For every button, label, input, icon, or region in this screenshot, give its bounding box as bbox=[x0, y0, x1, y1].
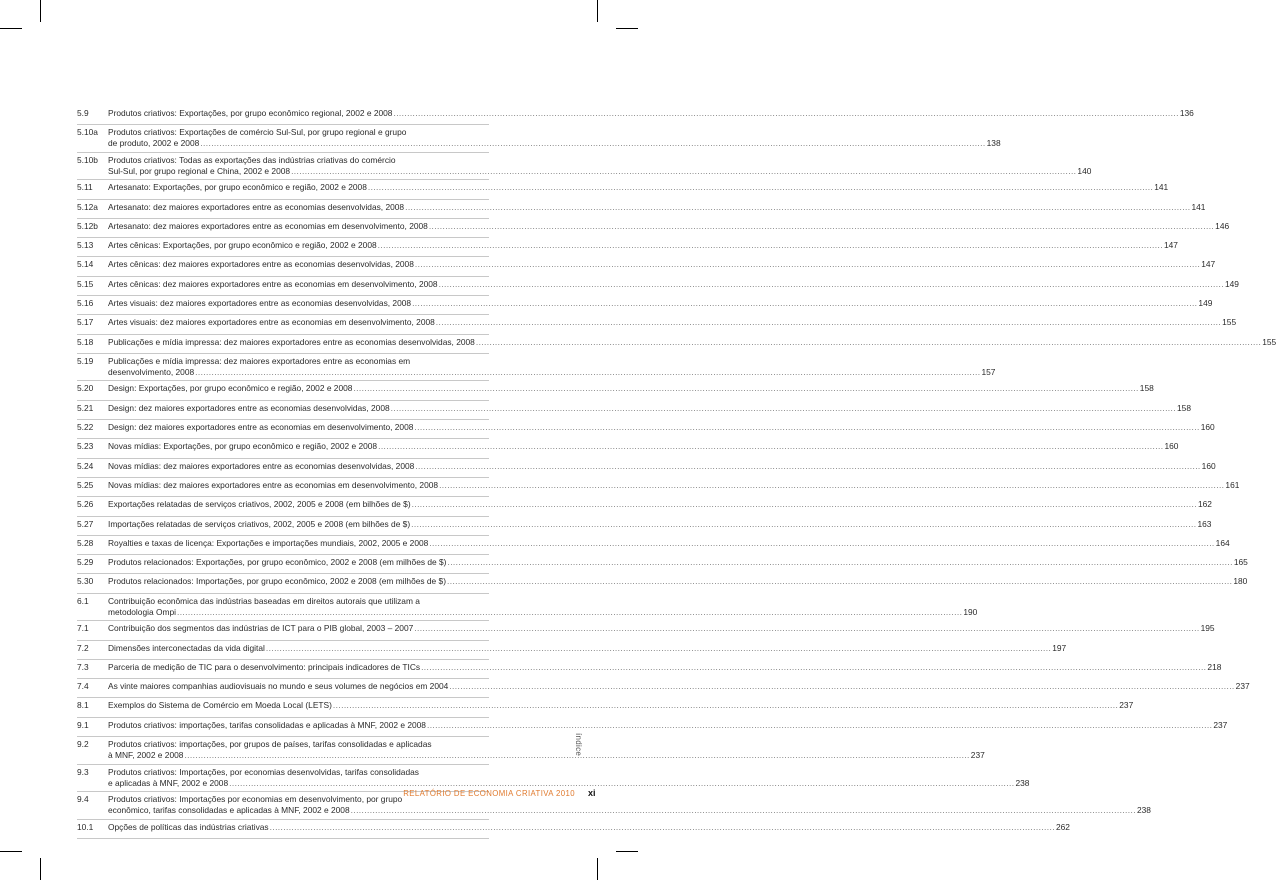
dot-leader bbox=[412, 499, 1197, 510]
toc-entry-page: 262 bbox=[1055, 821, 1070, 832]
toc-entry-line bbox=[108, 422, 1215, 433]
toc-entry[interactable] bbox=[77, 478, 1240, 497]
toc-entry-page: 160 bbox=[1200, 422, 1215, 433]
toc-entry-line bbox=[108, 298, 1212, 309]
toc-entry-title: Artesanato: Exportações, por grupo econômico e região, 2002 e 2008 bbox=[108, 182, 367, 193]
toc-entry-title: Artes cênicas: dez maiores exportadores entre as economias em desenvolvimento, 2008 bbox=[108, 278, 438, 289]
dot-leader bbox=[195, 367, 980, 378]
dot-leader bbox=[436, 317, 1221, 328]
footer-report-title: RELATÓRIO DE ECONOMIA CRIATIVA 2010 bbox=[403, 789, 575, 798]
toc-entry-line bbox=[108, 576, 1247, 587]
toc-entry-number: 5.22 bbox=[77, 422, 94, 433]
toc-entry-line bbox=[108, 681, 1250, 692]
toc-entry-number: 5.27 bbox=[77, 518, 94, 529]
toc-entry[interactable] bbox=[77, 820, 1070, 839]
toc-entry-page: 161 bbox=[1225, 479, 1240, 490]
toc-entry-number: 5.24 bbox=[77, 460, 94, 471]
toc-entry-line bbox=[108, 607, 977, 618]
toc-entry-number: 7.1 bbox=[77, 623, 89, 634]
dot-leader bbox=[291, 166, 1076, 177]
dot-leader bbox=[266, 643, 1051, 654]
section-side-label: índice bbox=[574, 733, 583, 757]
toc-entry-body bbox=[108, 356, 995, 378]
toc-entry-title: Publicações e mídia impressa: dez maiores exportadores entre as economias desenvolvidas, 2008 bbox=[108, 336, 475, 347]
toc-entry-title: Exportações relatadas de serviços criativos, 2002, 2005 e 2008 (em bilhões de $) bbox=[108, 499, 411, 510]
toc-entry-title: à MNF, 2002 e 2008 bbox=[108, 750, 184, 761]
toc-entry-title: Design: dez maiores exportadores entre as economias desenvolvidas, 2008 bbox=[108, 402, 390, 413]
toc-entry-line bbox=[108, 356, 995, 367]
toc-entry-body bbox=[108, 822, 1070, 833]
dot-leader bbox=[429, 221, 1214, 232]
toc-entry-number: 9.4 bbox=[77, 794, 89, 805]
toc-entry-title: Artes visuais: dez maiores exportadores entre as economias desenvolvidas, 2008 bbox=[108, 298, 412, 309]
toc-entry-page: 163 bbox=[1197, 518, 1212, 529]
dot-leader bbox=[439, 480, 1224, 491]
toc-entry-body bbox=[108, 643, 1066, 654]
toc-entry-page: 138 bbox=[986, 138, 1001, 149]
toc-entry-line bbox=[108, 441, 1178, 452]
crop-mark bbox=[40, 858, 41, 880]
toc-entry-number: 5.15 bbox=[77, 278, 94, 289]
toc-entry-line bbox=[108, 643, 1066, 654]
toc-entry-line bbox=[108, 108, 1194, 119]
toc-entry-page: 237 bbox=[1119, 700, 1134, 711]
dot-leader bbox=[421, 662, 1206, 673]
toc-entry-body bbox=[108, 739, 985, 761]
toc-entry-line bbox=[108, 166, 1091, 177]
toc-entry-title: metodologia Ompi bbox=[108, 606, 176, 617]
toc-entry-line bbox=[108, 317, 1236, 328]
toc-entry-body bbox=[108, 259, 1215, 270]
toc-entry-number: 5.13 bbox=[77, 240, 94, 251]
toc-entry-number: 7.2 bbox=[77, 642, 89, 653]
toc-entry[interactable] bbox=[77, 439, 1179, 458]
toc-entry-page: 155 bbox=[1222, 317, 1237, 328]
toc-entry-number: 5.16 bbox=[77, 298, 94, 309]
toc-entry-page: 149 bbox=[1224, 278, 1239, 289]
dot-leader bbox=[378, 441, 1163, 452]
toc-entry-page: 160 bbox=[1164, 441, 1179, 452]
toc-entry-body bbox=[108, 596, 977, 618]
toc-entry-line bbox=[108, 499, 1212, 510]
toc-entry-number: 5.26 bbox=[77, 499, 94, 510]
toc-entry[interactable] bbox=[77, 641, 1067, 660]
toc-entry-line bbox=[108, 403, 1191, 414]
toc-entry-body bbox=[108, 662, 1221, 673]
toc-entry-page: 147 bbox=[1201, 259, 1216, 270]
toc-entry-body bbox=[108, 383, 1154, 394]
crop-mark bbox=[597, 0, 598, 22]
toc-entry-line bbox=[108, 383, 1154, 394]
footer-page-number: xi bbox=[588, 788, 596, 798]
dot-leader bbox=[414, 422, 1199, 433]
toc-entry-title: Design: dez maiores exportadores entre as economias em desenvolvimento, 2008 bbox=[108, 422, 414, 433]
toc-entry-body bbox=[108, 538, 1230, 549]
toc-entry-body bbox=[108, 108, 1194, 119]
toc-entry-body bbox=[108, 279, 1239, 290]
toc-entry[interactable] bbox=[77, 401, 1191, 420]
toc-entry-title: Novas mídias: dez maiores exportadores entre as economias em desenvolvimento, 2008 bbox=[108, 479, 439, 490]
toc-entry-number: 5.21 bbox=[77, 402, 94, 413]
toc-entry-page: 237 bbox=[1235, 681, 1250, 692]
toc-entry-title: de produto, 2002 e 2008 bbox=[108, 138, 200, 149]
toc-entry-page: 190 bbox=[963, 606, 978, 617]
toc-entry-line bbox=[108, 822, 1070, 833]
toc-entry-line bbox=[108, 480, 1239, 491]
crop-mark bbox=[40, 0, 41, 22]
dot-leader bbox=[439, 279, 1224, 290]
toc-entry-title: Artesanato: dez maiores exportadores entre as economias desenvolvidas, 2008 bbox=[108, 201, 405, 212]
toc-entry[interactable] bbox=[77, 125, 1001, 153]
toc-entry[interactable] bbox=[77, 180, 1169, 199]
toc-entry-title: Produtos criativos: Importações por economias em desenvolvimento, por grupo bbox=[108, 794, 403, 805]
crop-mark bbox=[0, 28, 22, 29]
toc-entry-page: 237 bbox=[1213, 719, 1228, 730]
toc-entry-title: Produtos criativos: importações, por grupos de países, tarifas consolidadas e aplicadas bbox=[108, 739, 432, 750]
toc-entry-title: Contribuição econômica das indústrias baseadas em direitos autorais que utilizam a bbox=[108, 595, 420, 606]
toc-entry-number: 8.1 bbox=[77, 700, 89, 711]
toc-entry-body bbox=[108, 127, 1001, 149]
toc-entry-line bbox=[108, 461, 1216, 472]
toc-entry-page: 238 bbox=[1015, 777, 1030, 788]
toc-entry-line bbox=[108, 778, 1029, 789]
toc-entry-title: Produtos criativos: Todas as exportações das indústrias criativas do comércio bbox=[108, 154, 396, 165]
dot-leader bbox=[411, 519, 1196, 530]
toc-entry-page: 146 bbox=[1215, 220, 1230, 231]
toc-entry-number: 5.29 bbox=[77, 557, 94, 568]
toc-entry-number: 5.23 bbox=[77, 441, 94, 452]
toc-entry-body bbox=[108, 317, 1236, 328]
toc-entry-number: 9.1 bbox=[77, 719, 89, 730]
toc-entry-body bbox=[108, 221, 1229, 232]
toc-entry-number: 5.12b bbox=[77, 220, 98, 231]
toc-entry-page: 157 bbox=[981, 366, 996, 377]
toc-entry[interactable] bbox=[77, 621, 1215, 640]
dot-leader bbox=[447, 576, 1232, 587]
toc-entry-page: 197 bbox=[1052, 642, 1067, 653]
toc-entry-page: 160 bbox=[1201, 460, 1216, 471]
dot-leader bbox=[447, 557, 1232, 568]
toc-entry[interactable] bbox=[77, 517, 1212, 536]
toc-entry[interactable] bbox=[77, 698, 1134, 717]
toc-entry-line bbox=[108, 367, 995, 378]
toc-entry-body bbox=[108, 182, 1168, 193]
toc-entry-page: 149 bbox=[1198, 298, 1213, 309]
dot-leader bbox=[415, 259, 1200, 270]
toc-entry-line bbox=[108, 720, 1227, 731]
toc-entry-number: 5.20 bbox=[77, 383, 94, 394]
toc-entry-title: econômico, tarifas consolidadas e aplicadas à MNF, 2002 e 2008 bbox=[108, 805, 350, 816]
toc-entry-body bbox=[108, 681, 1250, 692]
dot-leader bbox=[333, 700, 1118, 711]
toc-entry[interactable] bbox=[77, 574, 1248, 593]
toc-entry-page: 162 bbox=[1197, 499, 1212, 510]
toc-entry-page: 141 bbox=[1191, 201, 1206, 212]
toc-entry-body bbox=[108, 337, 1276, 348]
toc-entry-number: 5.28 bbox=[77, 537, 94, 548]
toc-entry-number: 10.1 bbox=[77, 821, 94, 832]
toc-entry-body bbox=[108, 240, 1178, 251]
toc-entry-line bbox=[108, 279, 1239, 290]
toc-entry-number: 7.3 bbox=[77, 661, 89, 672]
toc-entry-body bbox=[108, 422, 1215, 433]
toc-entry-body bbox=[108, 480, 1239, 491]
dot-leader bbox=[412, 298, 1197, 309]
toc-entry-line bbox=[108, 750, 985, 761]
toc-entry-page: 238 bbox=[1136, 805, 1151, 816]
toc-entry-line bbox=[108, 538, 1230, 549]
toc-entry-body bbox=[108, 441, 1178, 452]
toc-entry-page: 158 bbox=[1139, 383, 1154, 394]
toc-entry-title: e aplicadas à MNF, 2002 e 2008 bbox=[108, 777, 229, 788]
dot-leader bbox=[415, 461, 1200, 472]
toc-entry-title: Royalties e taxas de licença: Exportações e importações mundiais, 2002, 2005 e 2008 bbox=[108, 537, 429, 548]
toc-entry-line bbox=[108, 182, 1168, 193]
dot-leader bbox=[476, 337, 1261, 348]
toc-entry-title: Produtos criativos: Exportações, por grupo econômico regional, 2002 e 2008 bbox=[108, 108, 393, 118]
toc-entry-page: 136 bbox=[1179, 108, 1194, 118]
toc-entry-title: Dimensões interconectadas da vida digital bbox=[108, 642, 265, 653]
toc-entry-title: Novas mídias: dez maiores exportadores entre as economias desenvolvidas, 2008 bbox=[108, 460, 415, 471]
crop-mark bbox=[616, 851, 638, 852]
toc-entry[interactable] bbox=[77, 153, 1092, 181]
toc-entry[interactable] bbox=[77, 296, 1213, 315]
toc-entry-number: 5.25 bbox=[77, 479, 94, 490]
toc-entry[interactable] bbox=[77, 459, 1216, 478]
toc-entry-body bbox=[108, 700, 1133, 711]
toc-entry-page: 147 bbox=[1163, 240, 1178, 251]
dot-leader bbox=[414, 623, 1199, 634]
toc-entry-body bbox=[108, 720, 1227, 731]
toc-entry-page: 141 bbox=[1154, 182, 1169, 193]
toc-entry-body bbox=[108, 519, 1211, 530]
dot-leader bbox=[393, 108, 1178, 119]
toc-entry-body bbox=[108, 461, 1216, 472]
toc-entry-title: Design: Exportações, por grupo econômico e região, 2002 e 2008 bbox=[108, 383, 353, 394]
dot-leader bbox=[177, 607, 962, 618]
toc-entry-number: 9.3 bbox=[77, 766, 89, 777]
toc-entry-number: 5.11 bbox=[77, 182, 93, 193]
dot-leader bbox=[427, 720, 1212, 731]
toc-entry-title: Artes cênicas: Exportações, por grupo econômico e região, 2002 e 2008 bbox=[108, 240, 377, 251]
toc-entry[interactable] bbox=[77, 354, 996, 382]
toc-entry-number: 5.17 bbox=[77, 317, 94, 328]
toc-entry-title: Produtos criativos: importações, tarifas consolidadas e aplicadas à MNF, 2002 e 2008 bbox=[108, 719, 426, 730]
toc-entry-title: Opções de políticas das indústrias criativas bbox=[108, 821, 269, 832]
dot-leader bbox=[368, 182, 1153, 193]
dot-leader bbox=[270, 822, 1055, 833]
toc-entry[interactable] bbox=[77, 277, 1239, 296]
toc-entry-number: 5.10b bbox=[77, 154, 98, 165]
toc-entry-body bbox=[108, 298, 1212, 309]
toc-entry-page: 164 bbox=[1215, 537, 1230, 548]
dot-leader bbox=[353, 383, 1138, 394]
toc-entry-body bbox=[108, 403, 1191, 414]
dot-leader bbox=[200, 138, 985, 149]
toc-entry-title: desenvolvimento, 2008 bbox=[108, 366, 195, 377]
toc-entry-line bbox=[108, 794, 1151, 805]
toc-entry-title: Artes cênicas: dez maiores exportadores entre as economias desenvolvidas, 2008 bbox=[108, 259, 414, 270]
dot-leader bbox=[429, 538, 1214, 549]
toc-entry[interactable] bbox=[77, 335, 1276, 354]
toc-entry-line bbox=[108, 138, 1001, 149]
toc-entry-title: Produtos relacionados: Importações, por grupo econômico, 2002 e 2008 (em milhões de $) bbox=[108, 576, 446, 587]
crop-mark bbox=[0, 851, 22, 852]
toc-entry-line bbox=[108, 662, 1221, 673]
toc-entry-title: As vinte maiores companhias audiovisuais no mundo e seus volumes de negócios em 2004 bbox=[108, 681, 449, 692]
toc-entry-title: Artes visuais: dez maiores exportadores entre as economias em desenvolvimento, 2008 bbox=[108, 317, 435, 328]
toc-entry-line bbox=[108, 202, 1205, 213]
toc-entry-title: Sul-Sul, por grupo regional e China, 2002 e 2008 bbox=[108, 165, 291, 176]
toc-entry-title: Importações relatadas de serviços criativos, 2002, 2005 e 2008 (em bilhões de $) bbox=[108, 518, 411, 529]
toc-entry-title: Exemplos do Sistema de Comércio em Moeda Local (LETS) bbox=[108, 700, 332, 711]
toc-entry[interactable] bbox=[77, 200, 1206, 219]
toc-entry-page: 218 bbox=[1207, 661, 1222, 672]
toc-entry-body bbox=[108, 202, 1205, 213]
toc-entry-title: Produtos relacionados: Exportações, por grupo econômico, 2002 e 2008 (em milhões de $) bbox=[108, 557, 447, 568]
toc-entry[interactable] bbox=[77, 679, 1250, 698]
toc-entry-body bbox=[108, 499, 1212, 510]
toc-entry[interactable] bbox=[77, 238, 1178, 257]
dot-leader bbox=[449, 681, 1234, 692]
toc-entry-number: 6.1 bbox=[77, 595, 89, 606]
toc-entry-body bbox=[108, 794, 1151, 816]
toc-entry-title: Novas mídias: Exportações, por grupo econômico e região, 2002 e 2008 bbox=[108, 441, 378, 452]
toc-entry-line bbox=[108, 557, 1248, 568]
toc-entry-line bbox=[108, 240, 1178, 251]
toc-entry-number: 5.19 bbox=[77, 355, 94, 366]
toc-entry-line bbox=[108, 155, 1091, 166]
toc-entry-line bbox=[108, 739, 985, 750]
toc-entry-body bbox=[108, 576, 1247, 587]
toc-entry[interactable] bbox=[77, 555, 1248, 574]
crop-mark bbox=[616, 28, 638, 29]
dot-leader bbox=[405, 202, 1190, 213]
toc-entry-page: 180 bbox=[1233, 576, 1248, 587]
toc-entry[interactable] bbox=[77, 381, 1154, 400]
toc-entry-line bbox=[108, 767, 1029, 778]
dot-leader bbox=[229, 778, 1014, 789]
toc-entry-body bbox=[108, 623, 1215, 634]
toc-entry-line bbox=[108, 596, 977, 607]
toc-entry-page: 140 bbox=[1077, 165, 1092, 176]
toc-entry-title: Produtos criativos: Exportações de comércio Sul-Sul, por grupo regional e grupo bbox=[108, 127, 407, 138]
toc-entry-page: 165 bbox=[1233, 557, 1248, 568]
toc-entry-page: 237 bbox=[970, 750, 985, 761]
toc-entry-number: 7.4 bbox=[77, 681, 89, 692]
toc-entry-line bbox=[108, 127, 1001, 138]
toc-entry-number: 5.12a bbox=[77, 201, 98, 212]
toc-entry-line bbox=[108, 805, 1151, 816]
toc-entry-number: 5.18 bbox=[77, 336, 94, 347]
toc-entry[interactable] bbox=[77, 536, 1230, 555]
toc-entry[interactable] bbox=[77, 497, 1212, 516]
toc-entry-line bbox=[108, 221, 1229, 232]
toc-entry-line bbox=[108, 259, 1215, 270]
toc-entry[interactable] bbox=[77, 315, 1237, 334]
toc-entry-number: 5.9 bbox=[77, 108, 89, 118]
toc-entry-title: Parceria de medição de TIC para o desenvolvimento: principais indicadores de TICs bbox=[108, 661, 421, 672]
toc-entry[interactable] bbox=[77, 106, 1194, 125]
toc-entry-page: 155 bbox=[1262, 336, 1276, 347]
toc-entry-number: 5.10a bbox=[77, 127, 98, 138]
toc-entry-body bbox=[108, 557, 1248, 568]
toc-entry-line bbox=[108, 337, 1276, 348]
toc-entry[interactable] bbox=[77, 219, 1230, 238]
toc-entry[interactable] bbox=[77, 257, 1216, 276]
toc-entry-title: Artesanato: dez maiores exportadores entre as economias em desenvolvimento, 2008 bbox=[108, 220, 428, 231]
toc-entry-number: 5.30 bbox=[77, 576, 94, 587]
toc-entry-body bbox=[108, 767, 1029, 789]
toc-entry-title: Publicações e mídia impressa: dez maiores exportadores entre as economias em bbox=[108, 355, 411, 366]
dot-leader bbox=[378, 240, 1163, 251]
toc-entry[interactable] bbox=[77, 718, 1228, 737]
toc-entry-line bbox=[108, 623, 1215, 634]
toc-entry[interactable] bbox=[77, 594, 978, 622]
toc-entry-title: Contribuição dos segmentos das indústrias de ICT para o PIB global, 2003 – 2007 bbox=[108, 623, 414, 634]
toc-entry-page: 195 bbox=[1200, 623, 1215, 634]
toc-entry-line bbox=[108, 700, 1133, 711]
toc-entry[interactable] bbox=[77, 420, 1215, 439]
toc-entry-title: Produtos criativos: Importações, por economias desenvolvidas, tarifas consolidadas bbox=[108, 766, 419, 777]
toc-entry-page: 158 bbox=[1177, 402, 1191, 413]
dot-leader bbox=[391, 403, 1176, 414]
crop-mark bbox=[597, 858, 598, 880]
dot-leader bbox=[351, 805, 1136, 816]
toc-entry-line bbox=[108, 519, 1211, 530]
toc-entry-body bbox=[108, 155, 1091, 177]
toc-entry-number: 5.14 bbox=[77, 259, 94, 270]
toc-entry[interactable] bbox=[77, 660, 1222, 679]
toc-entry-number: 9.2 bbox=[77, 739, 89, 750]
